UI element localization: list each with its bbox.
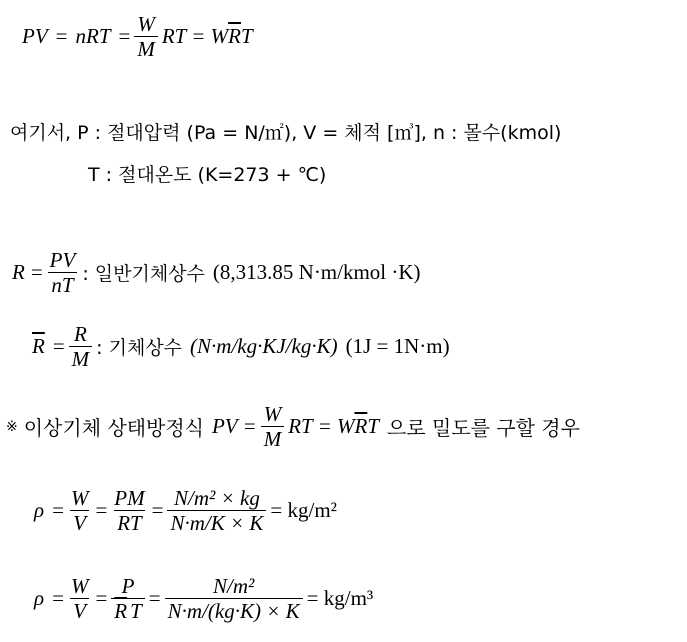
eq4-frac-num: W xyxy=(263,402,282,426)
eq6-result: = kg/m³ xyxy=(306,586,374,611)
note-mark: ※ xyxy=(6,418,18,435)
eq6-f2-den-t: T xyxy=(130,599,142,624)
eq3-joule: (1J = 1N·m) xyxy=(345,334,450,359)
eq4-rt-equals-w: RT = W xyxy=(288,414,355,439)
eq1-t: T xyxy=(240,24,253,49)
eq5-fraction-1 xyxy=(68,486,92,535)
eq3-description: : 기체상수 xyxy=(96,337,183,360)
eq5-f2-den: RT xyxy=(114,510,145,535)
eq1-frac-den: M xyxy=(134,36,158,61)
eq6-fraction-2 xyxy=(111,574,145,623)
eq4-frac-den: M xyxy=(261,426,285,451)
eq5-result: = kg/m² xyxy=(270,498,337,523)
eq4-tail: 으로 밀도를 구할 경우 xyxy=(387,416,580,441)
eq1-r-bar: $\overline{R}$ xyxy=(228,24,241,49)
eq6-f2-den-r-bar: $\overline{R}$ xyxy=(114,599,128,624)
eq1-frac-num: W xyxy=(137,12,155,36)
eq5-rho: ρ xyxy=(34,498,45,523)
eq1-lhs: PV xyxy=(22,24,48,49)
eq5-fraction-3 xyxy=(167,486,266,535)
gas-constant-equation: $\overline{R}$ = $\frac{R}{M}$ : 기체상수 (N·m/kg·KJ/kg·K) (1J = 1N·m) xyxy=(32,322,450,372)
eq5-f2-num: PM xyxy=(114,486,145,510)
universal-gas-constant-equation: R = $\frac{PV}{nT}$ : 일반기체상수 (8,313.85 N·m/kmol ·K) xyxy=(12,248,421,298)
eq6-fraction-3 xyxy=(165,574,303,623)
eq5-f1-num: W xyxy=(70,486,89,510)
eq2-frac-den: nT xyxy=(48,272,76,297)
eq2-fraction xyxy=(47,248,79,297)
eq4-t: T xyxy=(367,414,379,439)
eq5-fraction-2 xyxy=(111,486,147,535)
eq4-lhs: PV = xyxy=(211,414,257,439)
eq3-fraction xyxy=(69,322,93,371)
definition-line-2: T : 절대온도 (K=273 + ℃) xyxy=(88,164,327,186)
definition-line-1: 여기서, P : 절대압력 (Pa = N/㎡), V = 체적 [㎥], n : 몰수(kmol) xyxy=(10,122,562,144)
eq1-nrt: nRT xyxy=(75,24,111,49)
ideal-gas-equation xyxy=(22,12,253,61)
eq4-text: 이상기체 상태방정식 xyxy=(23,416,204,441)
density-equation-2: ρ = $\frac{W}{V}$ = $\frac{P}{\overline{R} T}$ = $\frac{\text{N/m²}}{N\cdot m/(kg\cdot K) \times K}$ = kg/m³ xyxy=(34,574,374,624)
eq1-fraction-w-over-m xyxy=(134,12,158,61)
eq6-f1-num: W xyxy=(70,574,89,598)
eq6-f3-num: N/m² xyxy=(212,574,255,598)
eq4-r-bar: $\overline{R}$ xyxy=(354,414,368,439)
eq4-fraction xyxy=(261,402,285,451)
eq2-frac-num: PV xyxy=(49,248,76,272)
density-note-line xyxy=(6,402,580,451)
eq6-rho: ρ xyxy=(34,586,45,611)
eq5-f3-den: N·m/K × K xyxy=(167,510,266,535)
eq6-f1-den: V xyxy=(70,598,89,623)
eq6-fraction-1 xyxy=(68,574,92,623)
eq1-equals-2: = xyxy=(118,24,131,49)
eq6-f2-den xyxy=(111,598,145,623)
eq6-f3-den: N·m/(kg·K) × K xyxy=(165,598,303,623)
eq3-frac-den: M xyxy=(69,346,93,371)
eq1-equals-1: = xyxy=(55,24,68,49)
density-equation-1: ρ = $\frac{W}{V}$ = $\frac{PM}{RT}$ = $\frac{\text{N/m² × kg}}{N\cdot m/K \times K}$ = kg/m² xyxy=(34,486,337,536)
eq3-unit: (N·m/kg·KJ/kg·K) xyxy=(190,334,338,359)
eq2-r: R xyxy=(12,260,25,285)
eq1-rt-equals-w: RT = W xyxy=(161,24,229,49)
eq5-f1-den: V xyxy=(70,510,89,535)
eq3-r-bar: $\overline{R}$ xyxy=(32,334,45,359)
eq5-f3-num: N/m² × kg xyxy=(174,486,260,510)
eq2-description: : 일반기체상수 xyxy=(82,263,205,286)
eq2-value: (8,313.85 N·m/kmol ·K) xyxy=(212,260,421,285)
eq3-frac-num: R xyxy=(74,322,87,346)
eq6-f2-num: P xyxy=(121,574,135,598)
